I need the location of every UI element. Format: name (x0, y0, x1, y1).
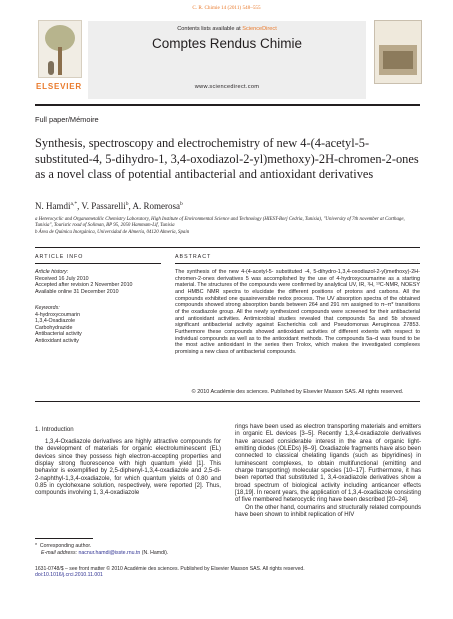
body-column-right (235, 424, 421, 519)
footnote-marker: * (35, 543, 38, 549)
journal-url[interactable]: www.sciencedirect.com (194, 84, 260, 90)
imprint-line: 1631-0748/$ – see front matter © 2010 Académie des sciences. Published by Elsevier Masson SAS. All rights reserved. (35, 566, 305, 572)
section-heading: 1. Introduction (35, 426, 74, 433)
article-type: Full paper/Mémoire (35, 115, 99, 124)
history-label: Article history: (35, 269, 69, 275)
article-title: Synthesis, spectroscopy and electrochemistry of new 4-(4-acetyl-5-substituted-4, 5-dihydro-1, 3,4-oxodiazol-2-yl)methoxy)-2H-chromen-2-ones as a novel class of potential antibacterial and antioxidant derivatives (35, 136, 419, 182)
footnote (35, 543, 221, 556)
body-paragraph: 1,3,4-Oxadiazole derivatives are highly attractive compounds for the development of materials for organic electroluminescent (EL) devices since they possess high electron-accepting properties and display strong fluorescence with high quantum yield [1]. This behavior is exemplified by 2,5-diphenyl-1,3,4-oxadiazole and 2,5-di-2-naphthyl-1,3,4-oxadiazole, for which quantum yields of 0.80 and 0.85 in cyclohexane solution, respectively, were reported [2]. Thus, compounds involving 1, 3,4-oxadiazole (35, 439, 221, 497)
affiliation-b: b Área de Química Inorgánica, Universidad de Almería, 04120 Almería, Spain (35, 229, 190, 235)
author-name[interactable]: A. Romerosa (132, 201, 181, 211)
affiliation-a: a Heterocyclic and Organometallic Chemistry Laboratory, High Institute of Environmental Science and Technology (HIEST-Borj Cedria, Tunisia), "University of 7th november at Carthage, Tunisia", Touristic road of Soliman, BP 95, 2050 Hammam-Lif, Tunisia (35, 217, 405, 229)
doi-link[interactable]: doi:10.1016/j.crci.2010.11.001 (35, 572, 103, 579)
author-name[interactable]: N. Hamdi (35, 201, 71, 211)
journal-name: Comptes Rendus Chimie (151, 36, 303, 51)
header-rule (35, 104, 420, 106)
abstract-rule (175, 263, 420, 264)
abstract-copyright: © 2010 Académie des sciences. Published by Elsevier Masson SAS. All rights reserved. (191, 389, 404, 395)
email-link[interactable]: nacnur.hamdi@isste.rnu.tn (78, 549, 141, 556)
abstract-bottom-rule (35, 401, 420, 402)
footnote-rule (35, 538, 93, 539)
sciencedirect-link[interactable]: ScienceDirect (242, 26, 277, 32)
author-superscript: b (180, 201, 183, 207)
elsevier-logo (35, 20, 83, 100)
keyword: 1,3,4-Oxadiazole (35, 318, 76, 324)
journal-cover-thumbnail (374, 20, 422, 84)
abstract-heading: ABSTRACT (175, 254, 212, 260)
footnote-label: Corresponding author. (39, 543, 92, 549)
keyword: Antibacterial activity (35, 331, 82, 337)
history-online: Available online 31 December 2010 (35, 288, 119, 295)
email-label: E-mail address: (41, 549, 79, 556)
affiliations (35, 217, 423, 236)
journal-citation: C. R. Chimie 14 (2011) 548–555 (192, 5, 261, 11)
author-superscript: a,* (70, 201, 78, 207)
author-name[interactable]: V. Passarelli (81, 201, 126, 211)
body-column-left (35, 439, 221, 498)
article-info-heading: ARTICLE INFO (35, 254, 84, 260)
keywords-label: Keywords: (35, 305, 60, 311)
publisher-logo-text: ELSEVIER (36, 82, 82, 91)
history-received: Received 16 July 2010 (35, 275, 89, 282)
keyword: 4-hydroxycoumarin (35, 311, 81, 318)
abstract-text: The synthesis of the new 4-(4-acetyl-5- substituted -4, 5-dihydro-1,3,4-oxodiazol-2-yl)methoxy)-2H-chromen-2-ones derivatives 5 was accomplished by the use of 4-hydroxycoumarine as a starting material. The structures of the compounds were confirmed by analytical UV, IR, ¹H, ¹³C-NMR, NOESY and HMBC NMR spectra to elucidate the different positions of protons and carbons. All the compounds exhibited one quasireversible redox process. The UV absorption spectra of the obtained compounds showed strong absorption bands between 264 and 291 nm assigned to π–π* transitions of the oxadiazole group. All the newly synthesized compounds were screened for their antibacterial and antioxidant activities. Antimicrobial studies revealed that compounds 5a and 5b showed significant antibacterial activity against Escherichia coli and Pseudomonas Aeruginosa 27853. Furthermore these compounds showed antioxidant activities of different extents with respect to individual compounds as well as to the antioxidant methods. The compounds 5a–d was found to be the most active antioxidant in the series then Trolox, which makes the investigated complexes promising a new class of antibacterial compounds. (175, 269, 420, 355)
keywords (35, 305, 82, 344)
contents-prefix: Contents lists available at (177, 26, 243, 32)
affiliation-rule (35, 247, 420, 248)
contents-line (88, 26, 366, 32)
tree-emblem-icon (38, 20, 82, 78)
article-info-rule (35, 263, 161, 264)
history-accepted: Accepted after revision 2 November 2010 (35, 282, 133, 288)
author-superscript: b (125, 201, 129, 207)
imprint (35, 566, 420, 579)
keyword: Carbohydrazide (35, 324, 73, 331)
email-suffix: (N. Hamdi). (140, 549, 169, 556)
author-list: N. Hamdi$^{a,*}$, V. Passarelli$^b$, A. Romerosa$^b$ (35, 201, 183, 211)
body-paragraph: rings have been used as electron transporting materials and emitters in organic EL devices [3–5]. Recently 1,3,4-oxadiazole derivatives have aroused considerable interest in the area of organic light-emitting diodes (OLEDs) [6–9]. Oxadiazole fragments have also been connected to classical chelating ligands (such as bipyridines) in luminescent complexes, to obtain multifunctional (emitting and charge transporting) molecular species [10–17]. Furthermore, it has been reported that substituted 1, 3,4-oxadiazole derivatives show a broad spectrum of biological activity including anticancer effects [18,19]. In recent years, the application of 1,3,4-oxadiazole consisting of five membered heterocyclic ring have been described [20–24]. (235, 424, 421, 504)
article-history (35, 269, 132, 295)
keyword: Antioxidant activity (35, 337, 79, 344)
body-paragraph: On the other hand, coumarins and structurally related compounds have been shown to inhibit replication of HIV (235, 504, 421, 519)
